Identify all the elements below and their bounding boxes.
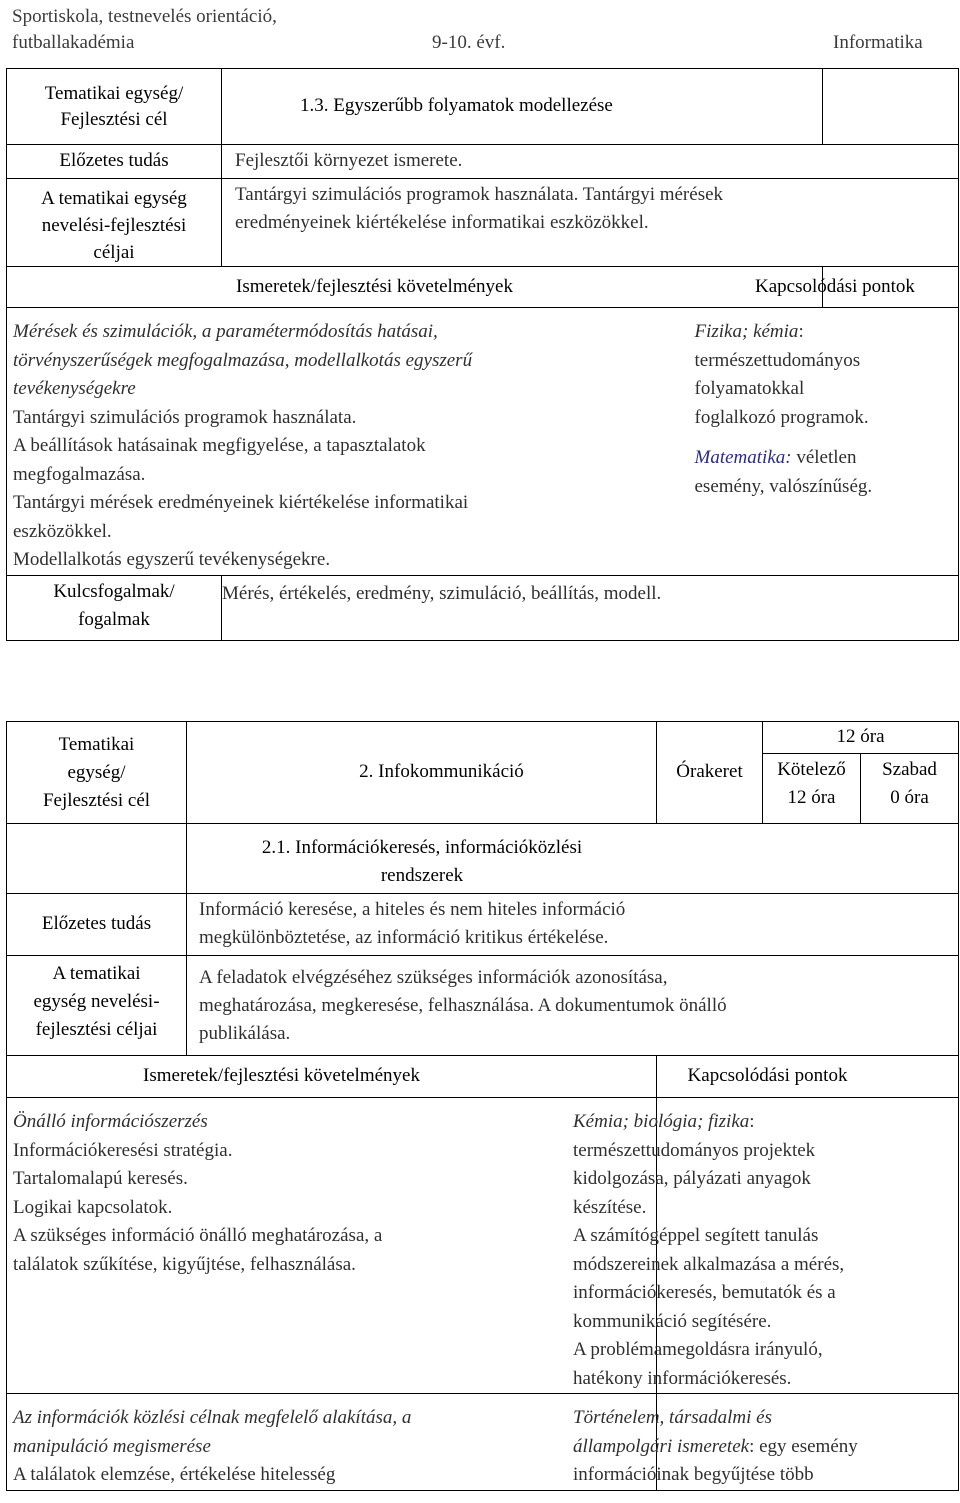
unit1-requirements: Mérések és szimulációk, a paramétermódosítás hatásai, törvényszerűségek megfogalmazása, modellalkotás egyszerű tevékenységekre Tantárgyi szimulációs programok használata. A beállítások hatásainak megfigyelése, a tapasztalatok megfogalmazása. Tantárgyi mérések eredményeinek kiértékelése informatikai eszközökkel. Modellalkotás egyszerű tevékenységekre. xyxy=(7,308,823,576)
unit1-label-goals: A tematikai egység nevelési-fejlesztési céljai xyxy=(7,179,222,267)
unit1-req-header: Ismeretek/fejlesztési követelmények xyxy=(7,267,823,308)
unit2-subunit-title: 2.1. Információkeresés, információközlési rendszerek xyxy=(187,824,959,894)
unit2-goals: A feladatok elvégzéséhez szükséges információk azonosítása, meghatározása, megkeresése, felhasználása. A dokumentumok önálló publikálása. xyxy=(187,956,959,1056)
unit1-connections xyxy=(694,308,959,576)
unit2-table xyxy=(6,721,959,1491)
unit1-connections-text: Fizika; kémia: természettudományos folyamatokkal foglalkozó programok. Matematika: véletlen esemény, valószínűség. xyxy=(694,321,873,497)
unit2-label-unit: Tematikai egység/ Fejlesztési cél xyxy=(7,722,187,824)
unit1-prior: Fejlesztői környezet ismerete. xyxy=(222,145,959,179)
unit1-label-unit: Tematikai egység/ Fejlesztési cél xyxy=(7,69,222,145)
unit2-free: Szabad 0 óra xyxy=(861,754,959,824)
unit1-conn-header: Kapcsolódási pontok xyxy=(823,267,959,308)
unit1-label-keywords: Kulcsfogalmak/ fogalmak xyxy=(7,575,222,640)
unit2-req-header: Ismeretek/fejlesztési követelmények xyxy=(7,1056,657,1098)
unit2-connections-2 xyxy=(573,1394,959,1491)
unit2-connections-2-text: Történelem, társadalmi és állampolgári ismeretek: egy esemény információinak begyűjtése több xyxy=(573,1407,858,1485)
unit2-hours-label: Órakeret xyxy=(657,722,763,824)
unit2-label-prior: Előzetes tudás xyxy=(7,894,187,956)
unit2-requirements-1: Önálló információszerzés Információkeresési stratégia. Tartalomalapú keresés. Logikai kapcsolatok. A szükséges információ önálló meghatározása, a találatok szűkítése, kigyűjtése, felhasználása. xyxy=(7,1098,657,1394)
unit2-connections-1-text: Kémia; biológia; fizika: természettudományos projektek kidolgozása, pályázati anyagok készítése. A számítógéppel segített tanulás módszereinek alkalmazása a mérés, információkeresés, bemutatók és a kommunikáció segítésére. A problémamegoldásra irányuló, hatékony információkeresés. xyxy=(573,1111,845,1389)
unit2-title: 2. Infokommunikáció xyxy=(187,722,657,824)
unit2-requirements-2: Az információk közlési célnak megfelelő alakítása, a manipuláció megismerése A találatok elemzése, értékelése hitelesség xyxy=(7,1394,657,1491)
unit1-title: 1.3. Egyszerűbb folyamatok modellezése xyxy=(222,69,823,145)
header-school: Sportiskola, testnevelés orientáció, xyxy=(12,6,277,27)
unit2-label-goals: A tematikai egység nevelési- fejlesztési céljai xyxy=(7,956,187,1056)
unit1-keywords: Mérés, értékelés, eredmény, szimuláció, beállítás, modell. xyxy=(222,575,959,640)
unit1-table xyxy=(6,68,959,641)
unit2-prior: Információ keresése, a hiteles és nem hiteles információ megkülönböztetése, az információ kritikus értékelése. xyxy=(187,894,959,956)
unit2-subunit-label-empty xyxy=(7,824,187,894)
header-program: futballakadémia xyxy=(12,32,135,53)
unit2-connections-1 xyxy=(573,1098,959,1394)
header-grade: 9-10. évf. xyxy=(432,32,506,53)
header-subject: Informatika xyxy=(833,32,923,53)
unit2-hours-total: 12 óra xyxy=(763,722,959,754)
unit1-hours-empty xyxy=(823,69,959,145)
unit2-conn-header: Kapcsolódási pontok xyxy=(657,1056,959,1098)
header-left xyxy=(12,4,277,56)
unit1-goals: Tantárgyi szimulációs programok használata. Tantárgyi mérések eredményeinek kiértékelése informatikai eszközökkel. xyxy=(222,179,959,267)
unit2-mandatory: Kötelező 12 óra xyxy=(763,754,861,824)
unit1-label-prior: Előzetes tudás xyxy=(7,145,222,179)
